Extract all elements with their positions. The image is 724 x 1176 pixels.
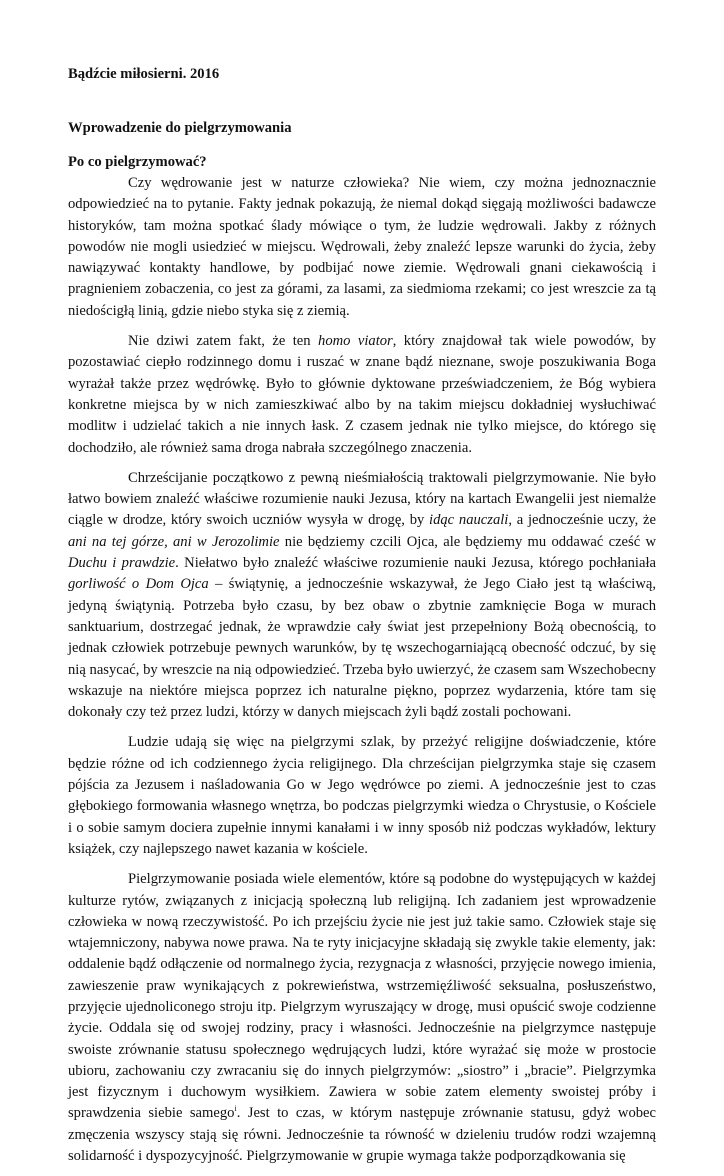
italic-phrase: idąc nauczali [429,512,509,529]
italic-phrase: gorliwość o Dom Ojca [68,576,209,593]
subsection-title: Po co pielgrzymować? [68,154,207,170]
paragraph-5: Pielgrzymowanie posiada wiele elementów, które są podobne do występujących w każdej kulturze rytów, związanych z inicjacją społeczną lub religijną. Ich zadaniem jest wprowadzenie człowieka w nową rzeczywistość. Po ich przejściu życie nie jest już takie samo. Człowiek staje się wtajemniczony, nabywa nowe prawa. Na te ryty inicjacyjne składają się zwykle takie elementy, jak: oddalenie bądź odłączenie od normalnego życia, rezygnacja z własności, przyjęcie nowego imienia, zawieszenie praw wynikających z pokrewieństwa, wstrzemięźliwość seksualna, posłuszeństwo, przyjęcie ujednoliconego stroju itp. Pielgrzym wyruszający w drogę, musi opuścić swoje codzienne życie. Oddala się od swojej rodziny, pracy i własności. Jednocześnie na pielgrzymce następuje swoiste zrównanie statusu społecznego wędrujących ludzi, które wyrażać się może w prostocie ubioru, zachowaniu czy zwracaniu się do innych pielgrzymów: „siostro” i „bracie”. Pielgrzymka jest fizycznym i duchowym wysiłkiem. Zawiera w sobie zatem elementy swoistej próby i sprawdzenia siebie samego$^i$. Jest to czas, w którym następuje zrównanie statusu, gdyż wobec zmęczenia wszyscy stają się równi. Jednocześnie ta równość w dzieleniu trudów rodzi wzajemną solidarność i dyspozycyjność. Pielgrzymowanie w grupie wymaga także podporządkowania się [68,871,656,1165]
section-title: Wprowadzenie do pielgrzymowania [68,120,292,136]
footnote-marker[interactable]: i [234,1104,237,1114]
paragraph-2: Nie dziwi zatem fakt, że ten homo viator, który znajdował tak wiele powodów, by pozostawiać ciepło rodzinnego domu i ruszać w znane bądź nieznane, swoje poszukiwania Boga wyrażał także przez wędrówkę. Było to głównie dyktowane przeświadczeniem, że Bóg wybiera konkretne miejsca by w nich zamieszkiwać albo by na takim miejscu dokładniej wysłuchiwać modlitw i udzielać takich a nie innych łask. Z czasem jednak nie tylko miejsce, do którego się dochodziło, ale również sama droga nabrała szczególnego znaczenia. [68,333,656,456]
paragraph-4: Ludzie udają się więc na pielgrzymi szlak, by przeżyć religijne doświadczenie, które będzie różne od ich codziennego życia religijnego. Dla chrześcijan pielgrzymka staje się czasem pójścia za Jezusem i naśladowania Go w Jego wędrówce po ziemi. A jednocześnie jest to czas głębokiego formowania własnego wnętrza, bo podczas pielgrzymki wiedza o Chrystusie, o Kościele i o sobie samym dociera zupełnie innymi kanałami i w inny sposób niż podczas wykładów, lektury książek, czy najlepszego nawet kazania w kościele. [68,734,656,857]
document-body [68,173,656,1176]
paragraph-1: Czy wędrowanie jest w naturze człowieka? Nie wiem, czy można jednoznacznie odpowiedzieć na to pytanie. Fakty jednak pokazują, że niemal dokąd sięgają możliwości badawcze historyków, tam można spotkać ślady mówiące o tym, że ludzie wędrowali. Jakby z różnych powodów nie mogli usiedzieć w miejscu. Wędrowali, żeby znaleźć lepsze warunki do życia, żeby nawiązywać kontakty handlowe, by podbijać nowe ziemie. Wędrowali gnani ciekawością i pragnieniem zobaczenia, co jest za górami, za lasami, za siedmioma rzekami; co jest wreszcie za tą niedościgłą linią, gdzie niebo styka się z ziemią. [68,175,656,319]
document-title: Bądźcie miłosierni. 2016 [68,66,220,82]
italic-phrase: homo viator [318,333,393,350]
italic-phrase: Duchu i prawdzie [68,555,176,572]
paragraph-3: Chrześcijanie początkowo z pewną nieśmiałością traktowali pielgrzymowanie. Nie było łatwo bowiem znaleźć właściwe rozumienie nauki Jezusa, który na kartach Ewangelii jest niemalże ciągle w drodze, który swoich uczniów wysyła w drogę, by idąc nauczali, a jednocześnie uczy, że ani na tej górze, ani w Jerozolimie nie będziemy czcili Ojca, ale będziemy mu oddawać cześć w Duchu i prawdzie. Niełatwo było znaleźć właściwe rozumienie nauki Jezusa, którego pochłaniała gorliwość o Dom Ojca – świątynię, a jednocześnie wskazywał, że Jego Ciało jest tą właściwą, jedyną świątynią. Potrzeba było czasu, by bez obaw o zbytnie zamknięcie Boga w murach sanktuarium, dostrzegać jednak, że wprawdzie cały świat jest przepełniony Bożą obecnością, to jednak człowiek potrzebuje pewnych warunków, by tę wszechogarniającą obecność odczuć, by się nią nasycać, by wreszcie na nią odpowiedzieć. Trzeba było uwierzyć, że czasem sam Wszechobecny wskazuje na niektóre miejsca poprzez ich naturalne piękno, poprzez wydarzenia, które tam się dokonały czy też przez ludzi, którzy w danych miejscach żyli bądź zostali pochowani. [68,469,657,721]
italic-phrase: ani na tej górze, ani w Jerozolimie [68,533,280,550]
